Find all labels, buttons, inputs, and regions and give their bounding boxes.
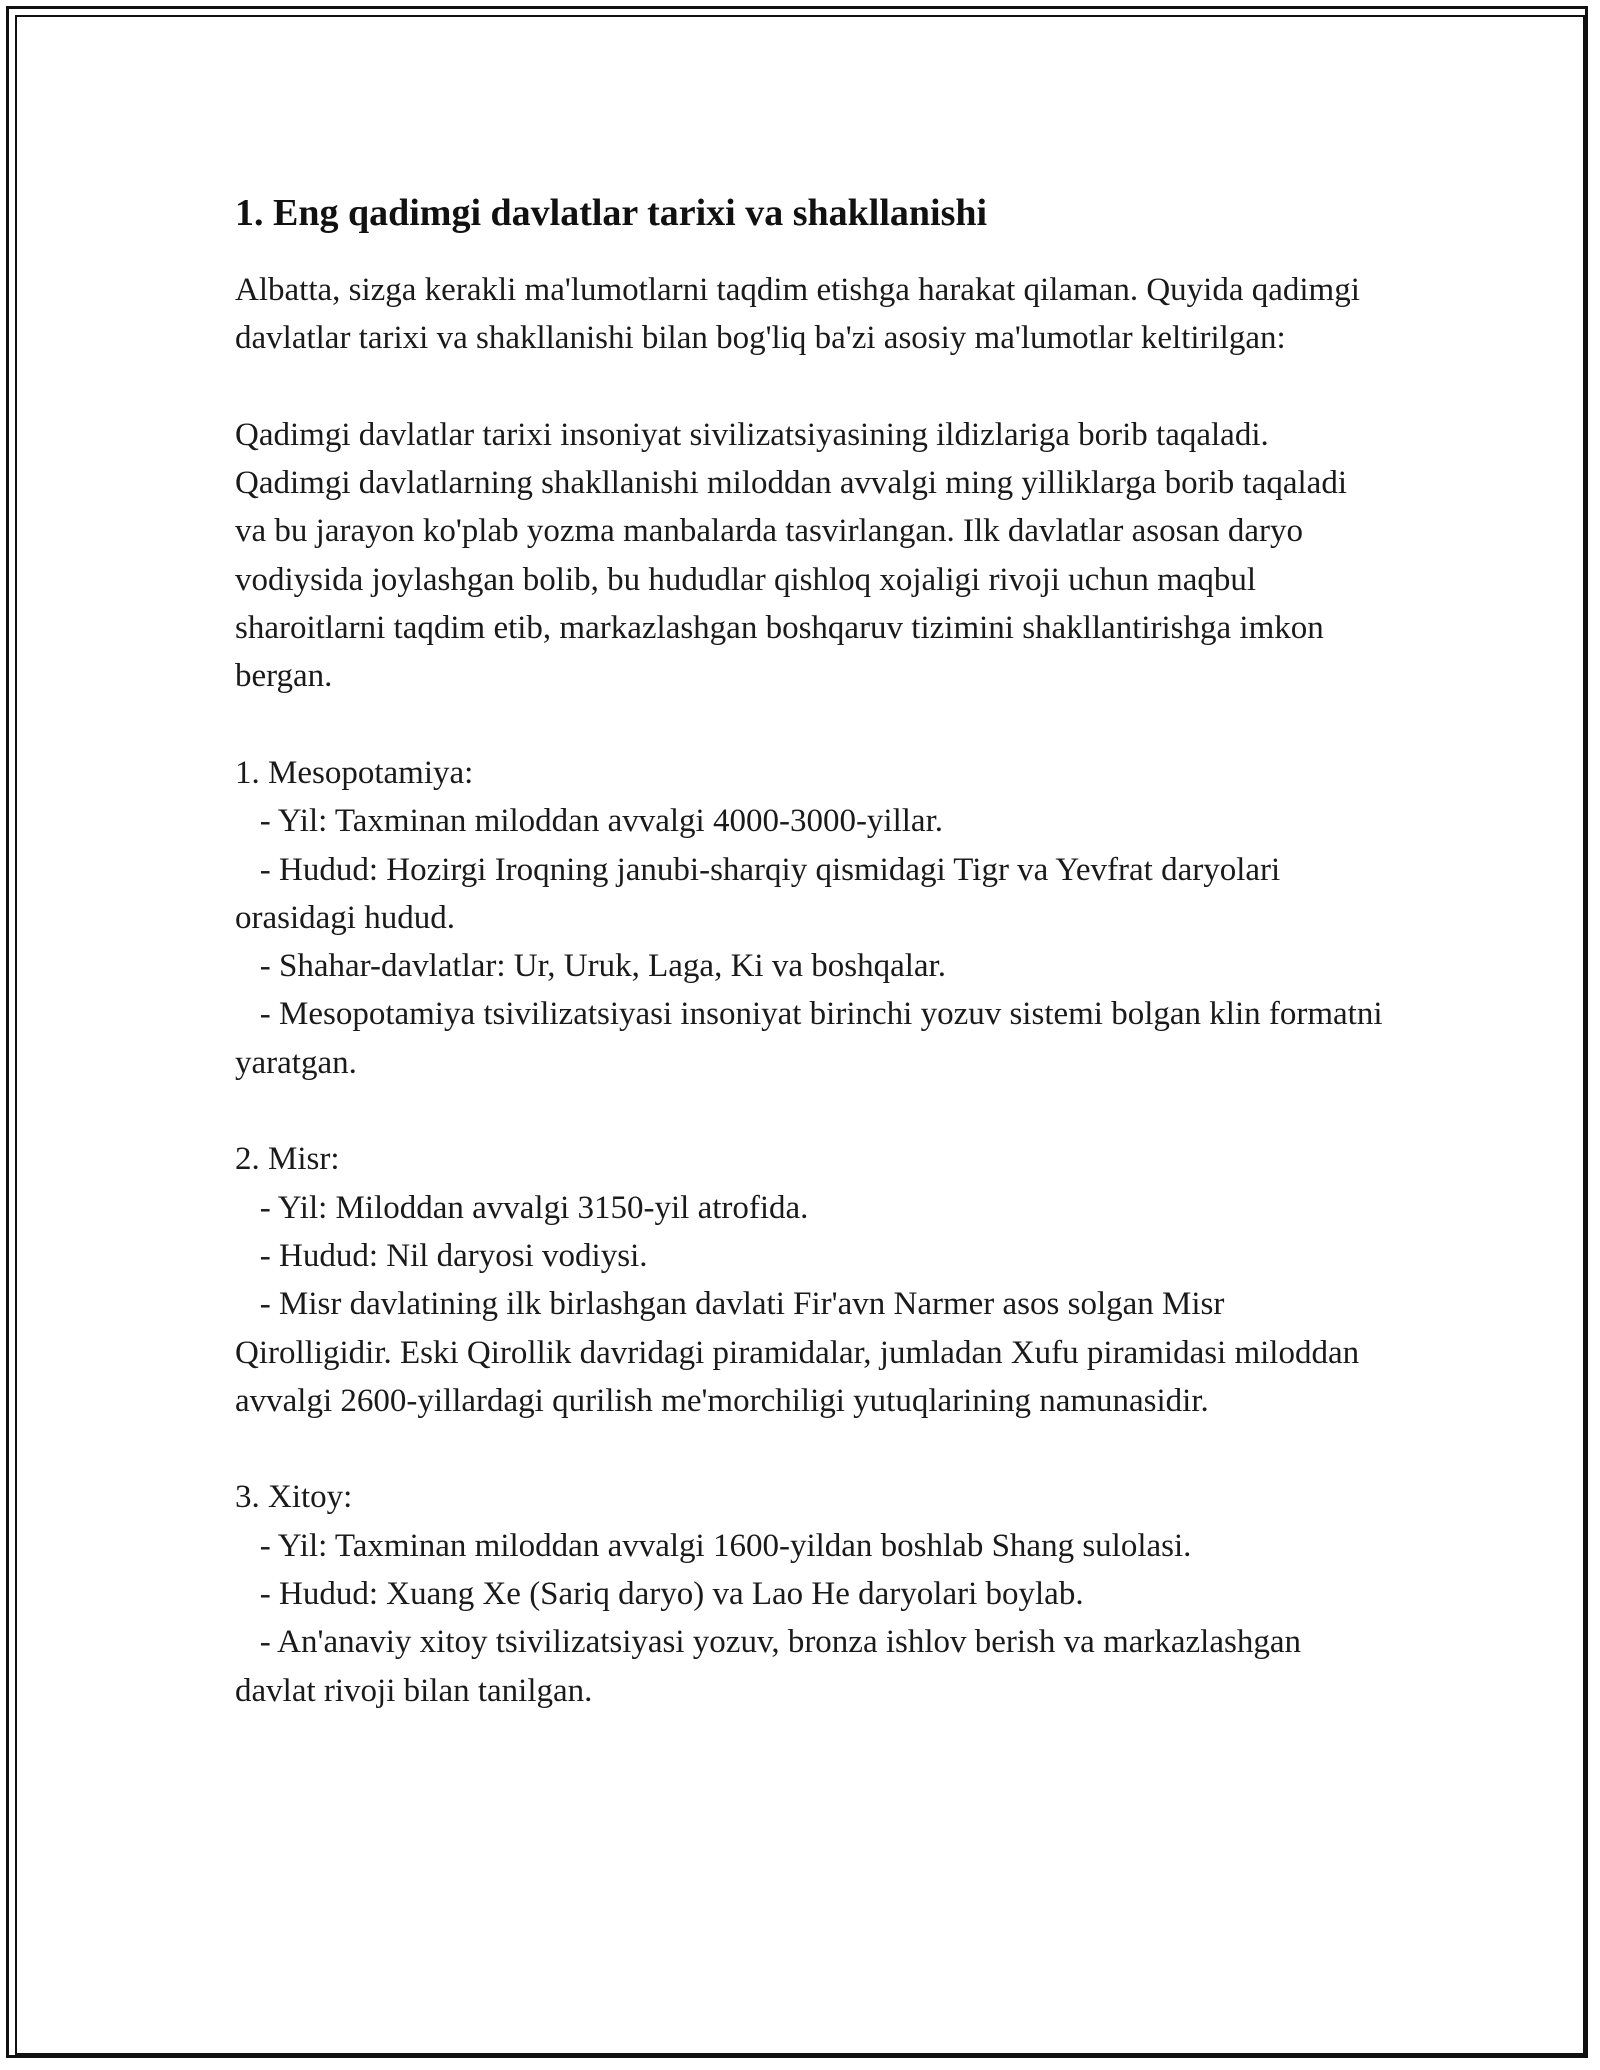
- section-item: - Yil: Miloddan avvalgi 3150-yil atrofida.: [235, 1189, 809, 1226]
- paragraph-gap: [235, 1425, 1385, 1473]
- section-item: - Yil: Taxminan miloddan avvalgi 1600-yildan boshlab Shang sulolasi.: [235, 1527, 1192, 1564]
- section-xitoy: [235, 1473, 1385, 1714]
- section-mesopotamiya: [235, 749, 1391, 1087]
- intro-paragraph: Albatta, sizga kerakli ma'lumotlarni taqdim etishga harakat qilaman. Quyida qadimgi davlatlar tarixi va shakllanishi bilan bog'liq ba'zi asosiy ma'lumotlar keltirilgan:: [235, 272, 1369, 357]
- section-heading: 2. Misr:: [235, 1141, 340, 1178]
- section-item: - Hudud: Xuang Xe (Sariq daryo) va Lao He daryolari boylab.: [235, 1576, 1084, 1613]
- section-item: - An'anaviy xitoy tsivilizatsiyasi yozuv, bronza ishlov berish va markazlashgan davlat rivoji bilan tanilgan.: [235, 1624, 1310, 1709]
- paragraph-gap: [235, 363, 1385, 411]
- section-heading: 1. Mesopotamiya:: [235, 754, 474, 791]
- overview-paragraph: Qadimgi davlatlar tarixi insoniyat sivilizatsiyasining ildizlariga borib taqaladi. Qadimgi davlatlarning shakllanishi miloddan avvalgi ming yilliklarga borib taqaladi va bu jarayon ko'plab yozma manbalarda tasvirlangan. Ilk davlatlar asosan daryo vodiysida joylashgan bolib, bu hududlar qishloq xojaligi rivoji uchun maqbul sharoitlarni taqdim etib, markazlashgan boshqaruv tizimini shakllantirishga imkon bergan.: [235, 416, 1356, 695]
- section-item: - Misr davlatining ilk birlashgan davlati Fir'avn Narmer asos solgan Misr Qirolligidir. Eski Qirollik davridagi piramidalar, jumladan Xufu piramidasi miloddan avvalgi 2600-yillardagi qurilish me'morchiligi yutuqlarining namunasidir.: [235, 1286, 1368, 1419]
- section-item: - Mesopotamiya tsivilizatsiyasi insoniyat birinchi yozuv sistemi bolgan klin formatni yaratgan.: [235, 996, 1391, 1081]
- section-heading: 3. Xitoy:: [235, 1479, 353, 1516]
- section-item: - Hudud: Hozirgi Iroqning janubi-sharqiy qismidagi Tigr va Yevfrat daryolari orasidagi hudud.: [235, 851, 1289, 936]
- document-body: [235, 185, 1391, 1715]
- page-title: 1. Eng qadimgi davlatlar tarixi va shakllanishi: [235, 192, 988, 234]
- section-item: - Yil: Taxminan miloddan avvalgi 4000-3000-yillar.: [235, 803, 944, 840]
- section-item: - Shahar-davlatlar: Ur, Uruk, Laga, Ki va boshqalar.: [235, 948, 946, 985]
- section-item: - Hudud: Nil daryosi vodiysi.: [235, 1237, 648, 1274]
- paragraph-gap: [235, 1087, 1385, 1135]
- section-misr: [235, 1135, 1385, 1425]
- paragraph-gap: [235, 701, 1385, 749]
